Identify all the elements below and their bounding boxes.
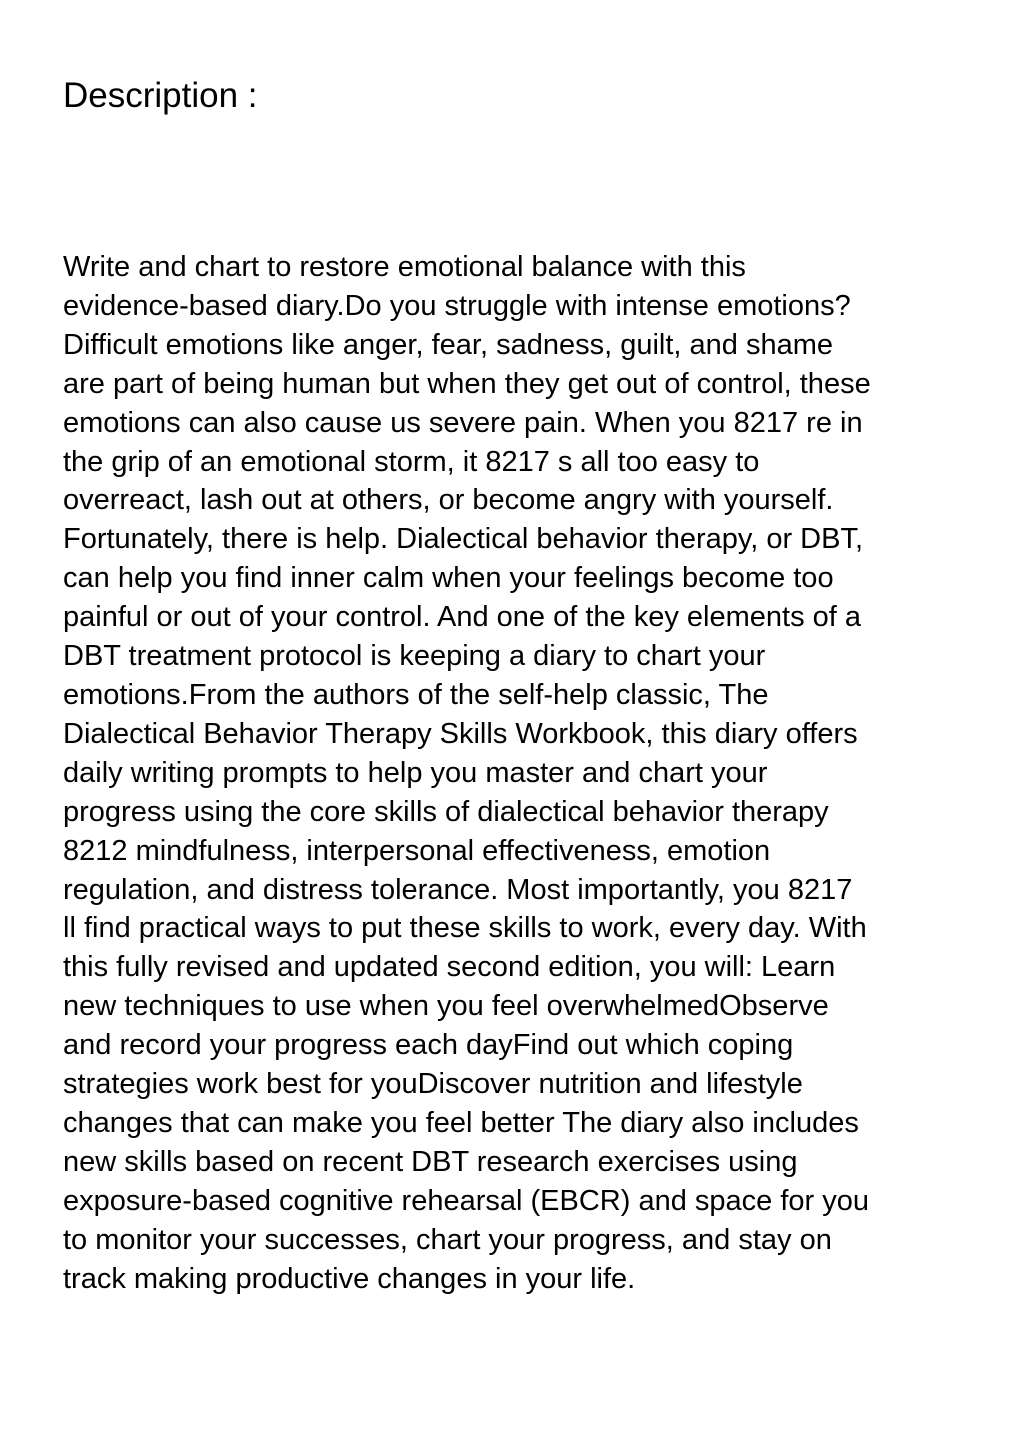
- body-line: and record your progress each dayFind out which coping: [63, 1029, 794, 1062]
- body-line: overreact, lash out at others, or become angry with yourself.: [63, 484, 834, 517]
- body-line: Difficult emotions like anger, fear, sadness, guilt, and shame: [63, 328, 834, 361]
- page-title: Description :: [63, 76, 258, 115]
- body-line: evidence-based diary.Do you struggle with intense emotions?: [63, 289, 851, 322]
- body-line: painful or out of your control. And one of the key elements of a: [63, 601, 861, 634]
- body-line: emotions.From the authors of the self-help classic, The: [63, 678, 769, 711]
- body-line: track making productive changes in your life.: [63, 1262, 636, 1295]
- body-line: ll find practical ways to put these skills to work, every day. With: [63, 912, 867, 945]
- body-line: new techniques to use when you feel overwhelmedObserve: [63, 990, 829, 1023]
- body-line: are part of being human but when they get out of control, these: [63, 367, 871, 400]
- description-body: [63, 248, 983, 1298]
- body-line: this fully revised and updated second edition, you will: Learn: [63, 951, 836, 984]
- body-line: new skills based on recent DBT research exercises using: [63, 1145, 798, 1178]
- body-line: 8212 mindfulness, interpersonal effectiveness, emotion: [63, 834, 771, 867]
- body-line: exposure-based cognitive rehearsal (EBCR) and space for you: [63, 1184, 869, 1217]
- body-line: Write and chart to restore emotional balance with this: [63, 251, 746, 283]
- body-line: Dialectical Behavior Therapy Skills Workbook, this diary offers: [63, 717, 858, 750]
- body-line: emotions can also cause us severe pain. When you 8217 re in: [63, 406, 863, 439]
- body-line: changes that can make you feel better The diary also includes: [63, 1106, 859, 1139]
- body-line: progress using the core skills of dialectical behavior therapy: [63, 795, 829, 828]
- body-line: DBT treatment protocol is keeping a diary to chart your: [63, 640, 766, 673]
- body-line: daily writing prompts to help you master and chart your: [63, 756, 768, 789]
- body-line: strategies work best for youDiscover nutrition and lifestyle: [63, 1068, 803, 1101]
- body-line: regulation, and distress tolerance. Most importantly, you 8217: [63, 873, 853, 906]
- body-line: Fortunately, there is help. Dialectical behavior therapy, or DBT,: [63, 523, 864, 556]
- body-line: the grip of an emotional storm, it 8217 s all too easy to: [63, 445, 760, 478]
- body-line: to monitor your successes, chart your progress, and stay on: [63, 1223, 832, 1256]
- body-line: can help you find inner calm when your feelings become too: [63, 562, 834, 595]
